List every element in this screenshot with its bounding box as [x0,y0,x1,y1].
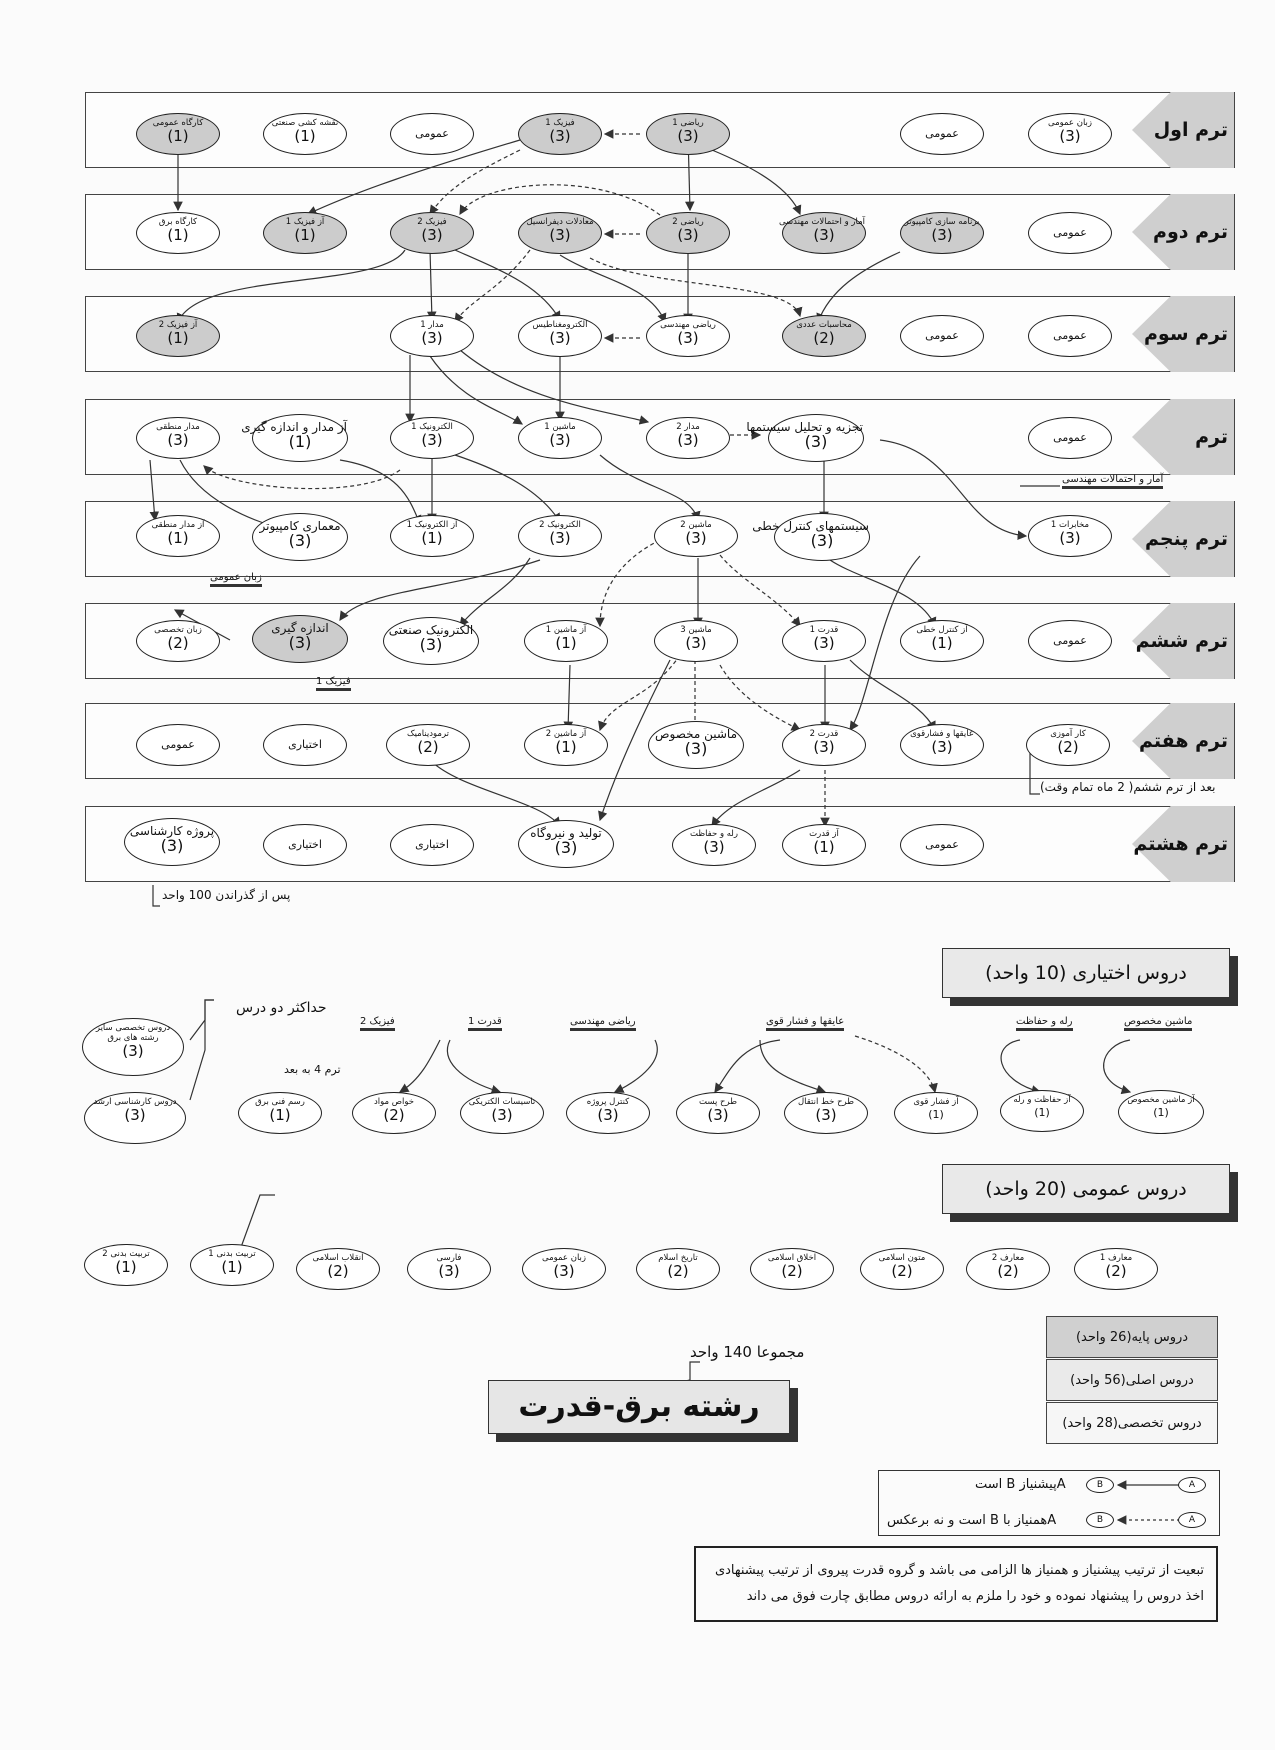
term-label-5: ترم پنجم [1132,501,1234,577]
notice-line: اخذ دروس را پیشنهاد نموده و خود را ملزم به ارائه دروس مطابق چارت فوق می داند [746,1589,1204,1604]
course-node: فیزیک 1 (3) [518,113,602,155]
term-label-8: ترم هشتم [1132,806,1234,882]
course-node: عمومی [390,113,474,155]
prerequisite-note: زبان عمومی [210,572,262,587]
term-label-1: ترم اول [1132,92,1234,168]
notice-line: تبعیت از ترتیب پیشنیاز و همنیاز ها الزامی می باشد و گروه قدرت پیروی از ترتیب پیشنهادی [714,1563,1204,1578]
term-label-4: ترم [1132,399,1234,475]
course-node: ماشین 3 (3) [654,620,738,662]
elective-node: آز ماشین مخصوص (1) [1118,1090,1204,1134]
prerequisite-note: فیزیک 1 [316,676,351,691]
general-course-node: تربیت بدنی 2 (1) [84,1244,168,1286]
course-node: عمومی [1028,212,1112,254]
general-course-node: تربیت بدنی 1 (1) [190,1244,274,1286]
course-node: ریاضی 2 (3) [646,212,730,254]
corequisite-key-text: Aهمنیاز با B است و نه برعکس [887,1513,1057,1528]
course-node: قدرت 2 (3) [782,724,866,766]
course-node: عمومی [900,824,984,866]
term-label-3: ترم سوم [1132,296,1234,372]
legend-specialized: دروس تخصصی(28 واحد) [1046,1402,1218,1444]
notice-box [694,1546,1218,1622]
course-node: مدار منطقی (3) [136,417,220,459]
course-node: ریاضی 1 (3) [646,113,730,155]
course-node: آز قدرت (1) [782,824,866,866]
course-node: پروژه کارشناسی (3) [124,818,220,866]
course-node: عمومی [1028,315,1112,357]
course-node: عمومی [900,113,984,155]
term-label-6: ترم ششم [1132,603,1234,679]
course-node: الکترومغناطیس (3) [518,315,602,357]
elective-header: رله و حفاظت [1016,1016,1073,1031]
course-node: ریاضی مهندسی (3) [646,315,730,357]
elective-header: ریاضی مهندسی [570,1016,636,1031]
elective-header: فیزیک 2 [360,1016,395,1031]
general-course-node: معارف 2 (2) [966,1248,1050,1290]
course-node: معماری کامپیوتر (3) [252,513,348,561]
arrow-legend [878,1470,1220,1536]
elective-node: طرح پست (3) [676,1092,760,1134]
course-node: مدار 2 (3) [646,417,730,459]
course-node: رله و حفاظت (3) [672,824,756,866]
course-node: اختیاری [263,724,347,766]
course-node: آز ماشین 2 (1) [524,724,608,766]
elective-node: آز حفاظت و رله (1) [1000,1090,1084,1132]
elective-node: دروس تخصصی سایر رشته های برق (3) [82,1018,184,1076]
course-node: معادلات دیفرانسیل (3) [518,212,602,254]
legend-basic: دروس پایه(26 واحد) [1046,1316,1218,1358]
legend-main: دروس اصلی(56 واحد) [1046,1359,1218,1401]
general-title: دروس عمومی (20 واحد) [942,1164,1230,1214]
course-node: مخابرات 1 (3) [1028,515,1112,557]
course-node: آز فیزیک 2 (1) [136,315,220,357]
course-node: عمومی [900,315,984,357]
node-b: B [1086,1512,1114,1528]
node-a: A [1178,1477,1206,1493]
course-node: سیستمهای کنترل خطی (3) [774,513,870,561]
course-node: زبان تخصصی (2) [136,620,220,662]
project-note: پس از گذراندن 100 واحد [162,888,291,902]
course-node: قدرت 1 (3) [782,620,866,662]
course-node: برنامه سازی کامپیوتر (3) [900,212,984,254]
course-node: اختیاری [263,824,347,866]
course-node: آز کنترل خطی (1) [900,620,984,662]
course-node: اختیاری [390,824,474,866]
course-node: تولید و نیروگاه (3) [518,820,614,868]
course-node: عمومی [136,724,220,766]
course-node: زبان عمومی (3) [1028,113,1112,155]
general-course-node: فارسی (3) [407,1248,491,1290]
course-node: اندازه گیری (3) [252,615,348,663]
course-node: الکترونیک 1 (3) [390,417,474,459]
elective-node: طرح خط انتقال (3) [784,1092,868,1134]
course-node: الکترونیک 2 (3) [518,515,602,557]
course-node: عایقها و فشارقوی (3) [900,724,984,766]
course-node: ماشین مخصوص (3) [648,721,744,769]
course-node: آز الکترونیک 1 (1) [390,515,474,557]
elective-node: آز فشار قوی (1) [894,1092,978,1134]
major-title: رشته برق-قدرت [488,1380,790,1434]
general-course-node: انقلاب اسلامی (2) [296,1248,380,1290]
course-node: آز مدار منطقی (1) [136,515,220,557]
term-label-7: ترم هفتم [1132,703,1234,779]
general-course-node: معارف 1 (2) [1074,1248,1158,1290]
course-node: آمار و احتمالات مهندسی (3) [782,212,866,254]
course-node: عمومی [1028,417,1112,459]
elective-header: قدرت 1 [468,1016,502,1031]
course-node: محاسبات عددی (2) [782,315,866,357]
general-course-node: زبان عمومی (3) [522,1248,606,1290]
total-units: مجموعا 140 واحد [690,1343,805,1361]
prerequisite-note: آمار و احتمالات مهندسی [1062,474,1163,489]
course-node: ترمودینامیک (2) [386,724,470,766]
course-node: آز ماشین 1 (1) [524,620,608,662]
course-node: فیزیک 2 (3) [390,212,474,254]
course-node: کارگاه عمومی (1) [136,113,220,155]
course-node: عمومی [1028,620,1112,662]
course-node: الکترونیک صنعتی (3) [383,617,479,665]
max-courses-note: حداکثر دو درس [236,1000,327,1016]
internship-note: بعد از ترم ششم( 2 ماه تمام وقت) [1040,780,1216,794]
course-node: نقشه کشی صنعتی (1) [263,113,347,155]
elective-header: ماشین مخصوص [1124,1016,1192,1031]
general-course-node: متون اسلامی (2) [860,1248,944,1290]
course-node: ماشین 2 (3) [654,515,738,557]
elective-node: کنترل پروژه (3) [566,1092,650,1134]
elective-header: عایقها و فشار قوی [766,1016,844,1031]
course-node: آز مدار و اندازه گیری (1) [252,414,348,462]
term-label-2: ترم دوم [1132,194,1234,270]
course-node: تجزیه و تحلیل سیستمها (3) [768,414,864,462]
course-node: آز فیزیک 1 (1) [263,212,347,254]
term4-note: ترم 4 به بعد [284,1063,341,1076]
node-b: B [1086,1477,1114,1493]
elective-node: خواص مواد (2) [352,1092,436,1134]
node-a: A [1178,1512,1206,1528]
prerequisite-key-text: Aپیشنیاز B است [975,1477,1066,1492]
electives-title: دروس اختیاری (10 واحد) [942,948,1230,998]
course-node: مدار 1 (3) [390,315,474,357]
course-node: ماشین 1 (3) [518,417,602,459]
elective-node: دروس کارشناسی ارشد (3) [84,1092,186,1144]
course-node: کار آموزی (2) [1026,724,1110,766]
course-node: کارگاه برق (1) [136,212,220,254]
general-course-node: اخلاق اسلامی (2) [750,1248,834,1290]
elective-node: رسم فنی برق (1) [238,1092,322,1134]
general-course-node: تاریخ اسلام (2) [636,1248,720,1290]
elective-node: تاسیسات الکتریکی (3) [460,1092,544,1134]
